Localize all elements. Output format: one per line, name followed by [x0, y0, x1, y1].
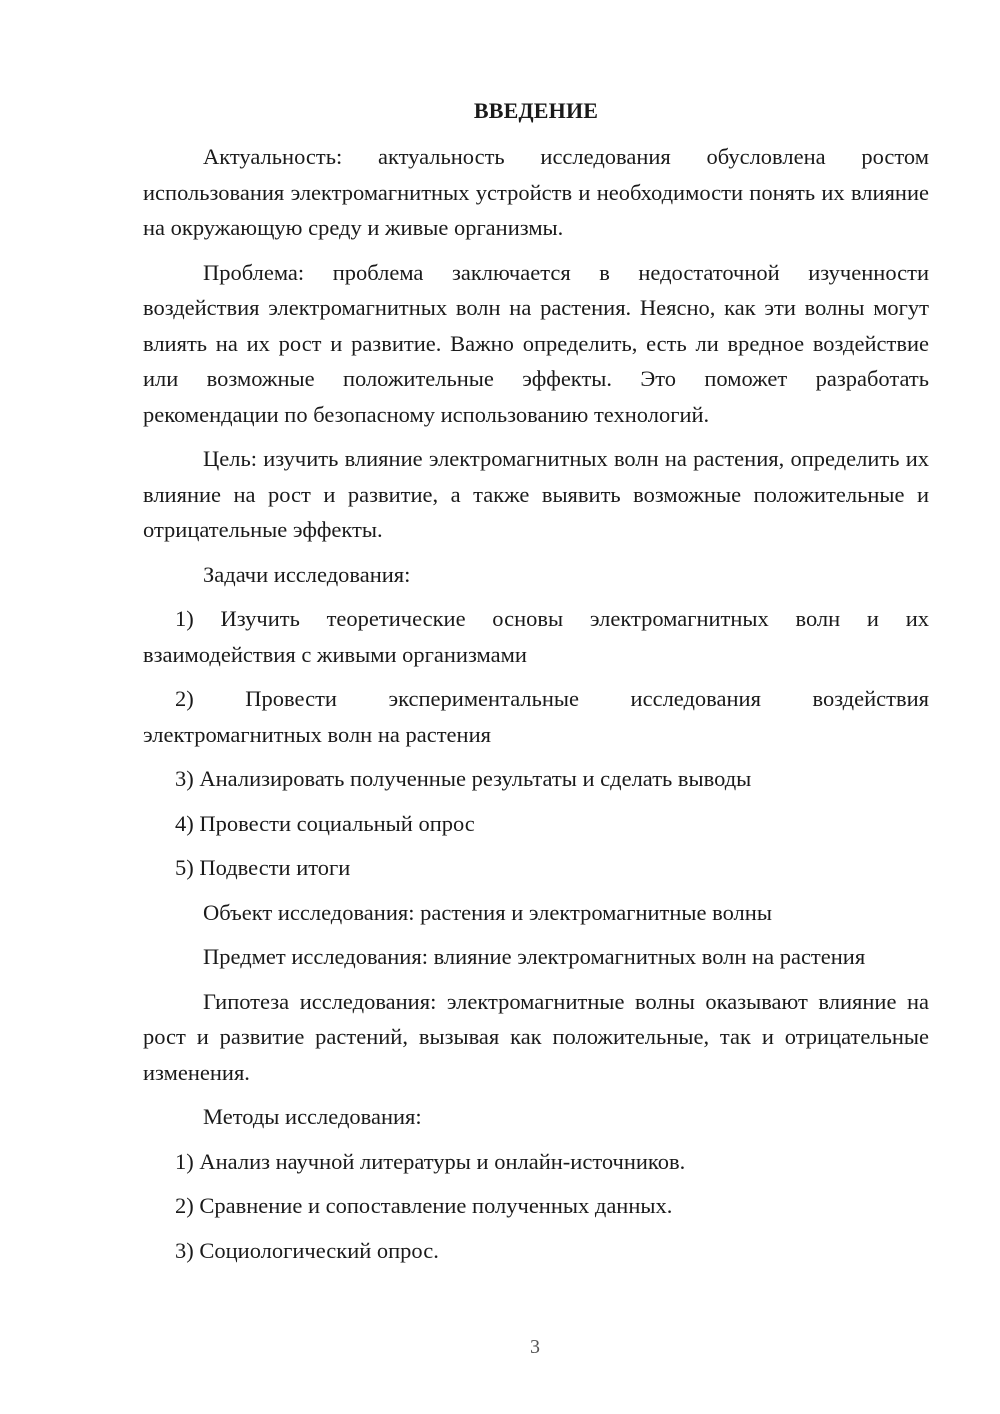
method-item: 3) Социологический опрос. — [175, 1237, 439, 1263]
task-item: 5) Подвести итоги — [175, 855, 351, 880]
method-item: 2) Сравнение и сопоставление полученных данных. — [175, 1193, 673, 1218]
task-item: 4) Провести социальный опрос — [175, 810, 475, 836]
hypothesis-paragraph: Гипотеза исследования: электромагнитные волны оказывают влияние на рост и развитие растений, вызывая как положительные, так и отрицательные изменения. — [143, 988, 929, 1085]
task-item: 1) Изучить теоретические основы электромагнитных волн и их взаимодействия с живыми организмами — [143, 606, 929, 667]
problem-paragraph: Проблема: проблема заключается в недостаточной изученности воздействия электромагнитных волн на растения. Неясно, как эти волны могут влиять на их рост и развитие. Важно определить, есть ли вредное воздействие или возможные положительные эффекты. Это поможет разработать рекомендации по безопасному использованию технологий. — [143, 259, 929, 427]
goal-paragraph: Цель: изучить влияние электромагнитных волн на растения, определить их влияние на рост и развитие, а также выявить возможные положительные и отрицательные эффекты. — [143, 446, 929, 542]
object-paragraph: Объект исследования: растения и электромагнитные волны — [203, 899, 772, 925]
page-number: 3 — [530, 1336, 540, 1358]
methods-title: Методы исследования: — [203, 1104, 422, 1129]
section-heading: ВВЕДЕНИЕ — [473, 98, 599, 123]
tasks-title: Задачи исследования: — [203, 561, 411, 587]
task-item: 3) Анализировать полученные результаты и сделать выводы — [175, 766, 752, 791]
page-content — [143, 93, 929, 1277]
task-item: 2) Провести экспериментальные исследования воздействия электромагнитных волн на растения — [143, 686, 929, 747]
relevance-paragraph: Актуальность: актуальность исследования обусловлена ростом использования электромагнитных устройств и необходимости понять их влияние на окружающую среду и живые организмы. — [143, 144, 929, 240]
subject-paragraph: Предмет исследования: влияние электромагнитных волн на растения — [203, 944, 866, 969]
method-item: 1) Анализ научной литературы и онлайн-источников. — [175, 1148, 686, 1174]
